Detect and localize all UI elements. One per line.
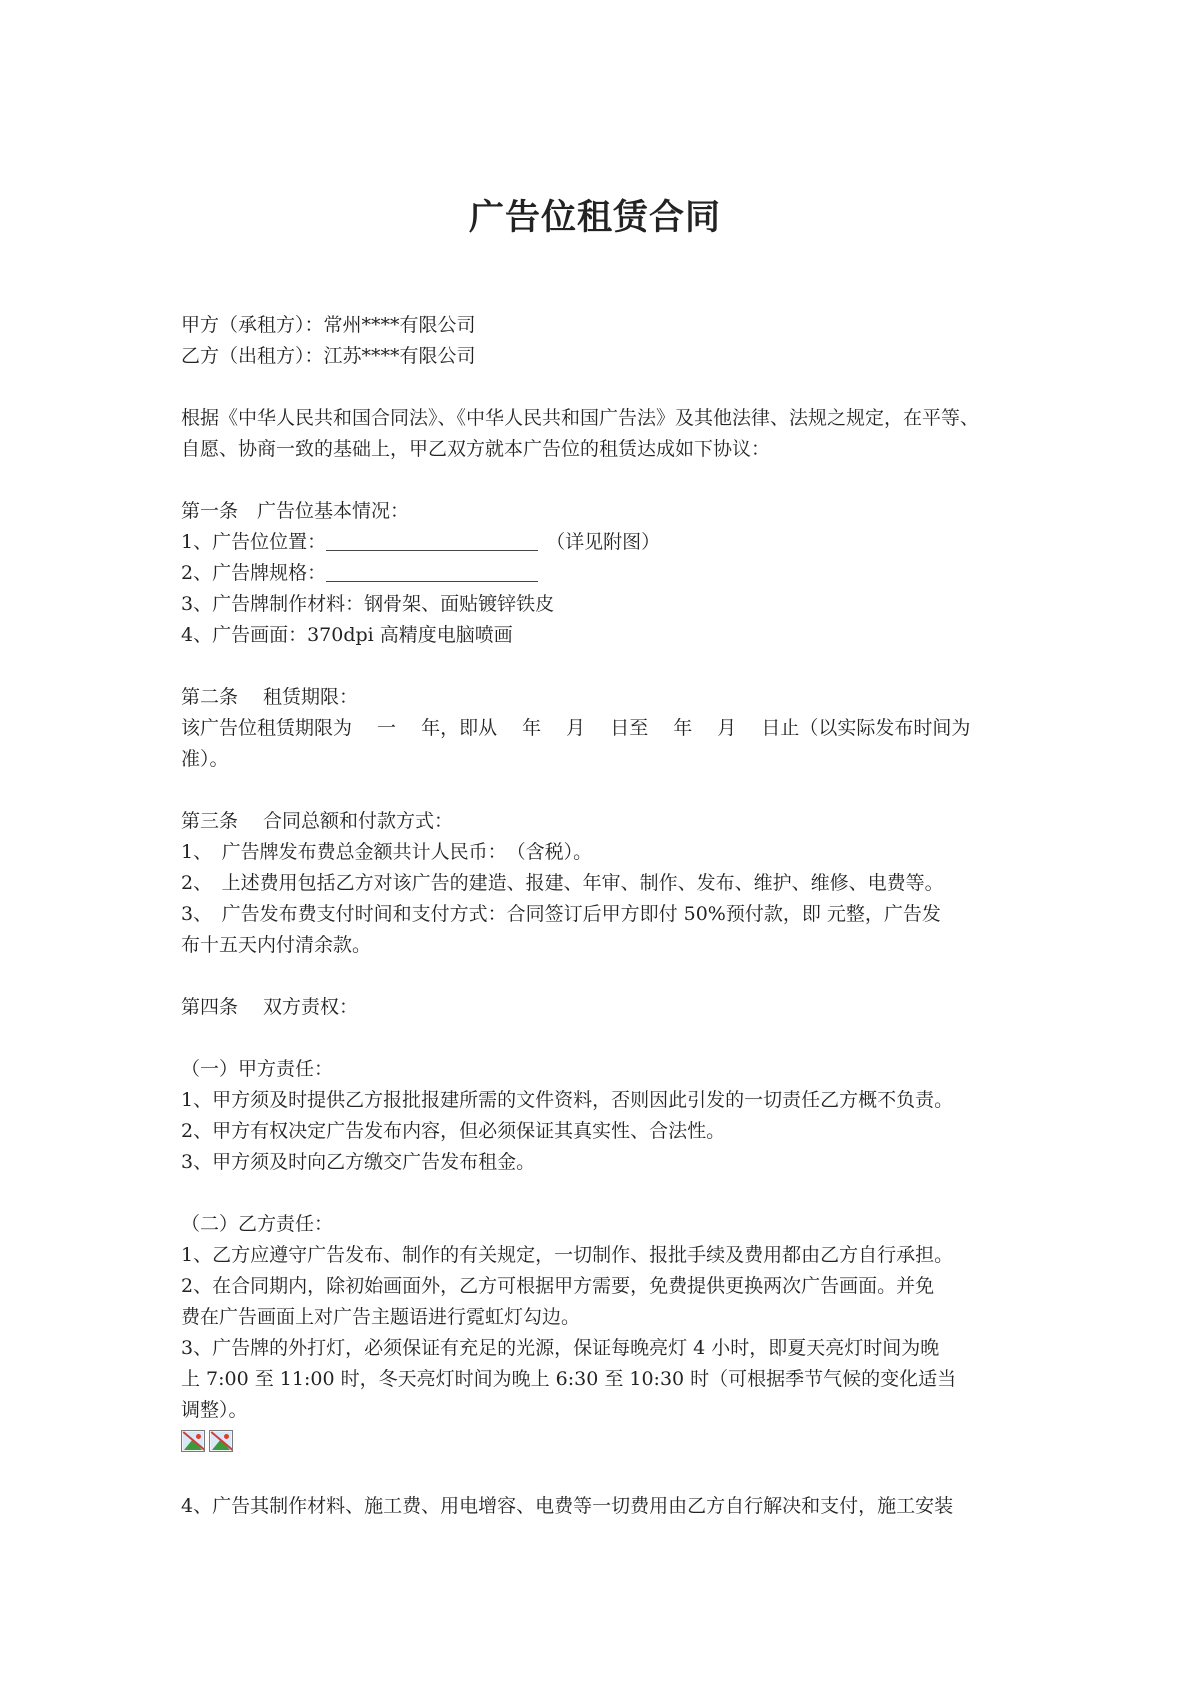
document-body	[181, 310, 1081, 1522]
article-1-heading: 第一条 广告位基本情况：	[181, 500, 410, 522]
preamble-line-1: 根据《中华人民共和国合同法》、《中华人民共和国广告法》及其他法律、法规之规定，在平等、	[181, 407, 980, 429]
party-b: 乙方（出租方）：江苏****有限公司	[181, 345, 476, 367]
item-label: 1、广告位位置：	[181, 531, 327, 553]
spacer	[181, 465, 1081, 496]
party-a-duty-2: 2、甲方有权决定广告发布内容，但必须保证其真实性、合法性。	[181, 1120, 726, 1142]
party-b-duty-1: 1、乙方应遵守广告发布、制作的有关规定，一切制作、报批手续及费用都由乙方自行承担。	[181, 1244, 954, 1266]
broken-image-icon	[209, 1430, 233, 1452]
article-3-item-3-line-2: 布十五天内付清余款。	[181, 934, 372, 956]
spacer	[181, 1460, 1081, 1491]
item-label: 2、广告牌规格：	[181, 562, 327, 584]
article-3-item-2: 2、 上述费用包括乙方对该广告的建造、报建、年审、制作、发布、维护、维修、电费等。	[181, 872, 944, 894]
broken-image-icon	[181, 1430, 205, 1452]
party-b-duty-2-line-2: 费在广告画面上对广告主题语进行霓虹灯勾边。	[181, 1306, 581, 1328]
party-a-duties-heading: （一）甲方责任：	[181, 1058, 334, 1080]
spacer	[181, 775, 1081, 806]
image-placeholders	[181, 1426, 1081, 1460]
party-b-duties-heading: （二）乙方责任：	[181, 1213, 334, 1235]
article-3-item-3-line-1: 3、 广告发布费支付时间和支付方式：合同签订后甲方即付 50%预付款，即 元整，广告发	[181, 903, 941, 925]
party-b-duty-2-line-1: 2、在合同期内，除初始画面外，乙方可根据甲方需要，免费提供更换两次广告画面。并免	[181, 1275, 935, 1297]
party-a: 甲方（承租方）：常州****有限公司	[181, 314, 476, 336]
article-2-line-2: 准）。	[181, 748, 229, 770]
article-1-item-2	[181, 558, 1081, 589]
article-3-item-1: 1、 广告牌发布费总金额共计人民币： （含税）。	[181, 841, 593, 863]
spacer	[181, 1178, 1081, 1209]
article-2-line-1: 该广告位租赁期限为 一 年，即从 年 月 日至 年 月 日止（以实际发布时间为	[181, 717, 971, 739]
spacer	[181, 961, 1081, 992]
document-title: 广告位租赁合同	[468, 198, 721, 238]
preamble-line-2: 自愿、协商一致的基础上，甲乙双方就本广告位的租赁达成如下协议：	[181, 438, 771, 460]
article-1-item-4: 4、广告画面：370dpi 高精度电脑喷画	[181, 624, 513, 646]
party-b-duty-3-line-1: 3、广告牌的外打灯，必须保证有充足的光源，保证每晚亮灯 4 小时，即夏天亮灯时间为晚	[181, 1337, 940, 1359]
party-a-duty-3: 3、甲方须及时向乙方缴交广告发布租金。	[181, 1151, 536, 1173]
item-note: （详见附图）	[546, 531, 661, 553]
party-b-duty-3-line-3: 调整）。	[181, 1399, 248, 1421]
article-4-heading: 第四条 双方责权：	[181, 996, 359, 1018]
blank-field	[326, 530, 538, 551]
party-b-duty-3-line-2: 上 7:00 至 11:00 时，冬天亮灯时间为晚上 6:30 至 10:30 时（可根据季节气候的变化适当	[181, 1368, 957, 1390]
party-a-duty-1: 1、甲方须及时提供乙方报批报建所需的文件资料，否则因此引发的一切责任乙方概不负责。	[181, 1089, 954, 1111]
article-1-item-1	[181, 527, 1081, 558]
party-b-duty-4-line-1: 4、广告其制作材料、施工费、用电增容、电费等一切费用由乙方自行解决和支付，施工安装	[181, 1495, 954, 1517]
blank-field	[326, 561, 538, 582]
spacer	[181, 372, 1081, 403]
spacer	[181, 651, 1081, 682]
spacer	[181, 1023, 1081, 1054]
article-1-item-3: 3、广告牌制作材料：钢骨架、面贴镀锌铁皮	[181, 593, 555, 615]
article-3-heading: 第三条 合同总额和付款方式：	[181, 810, 454, 832]
article-2-heading: 第二条 租赁期限：	[181, 686, 359, 708]
